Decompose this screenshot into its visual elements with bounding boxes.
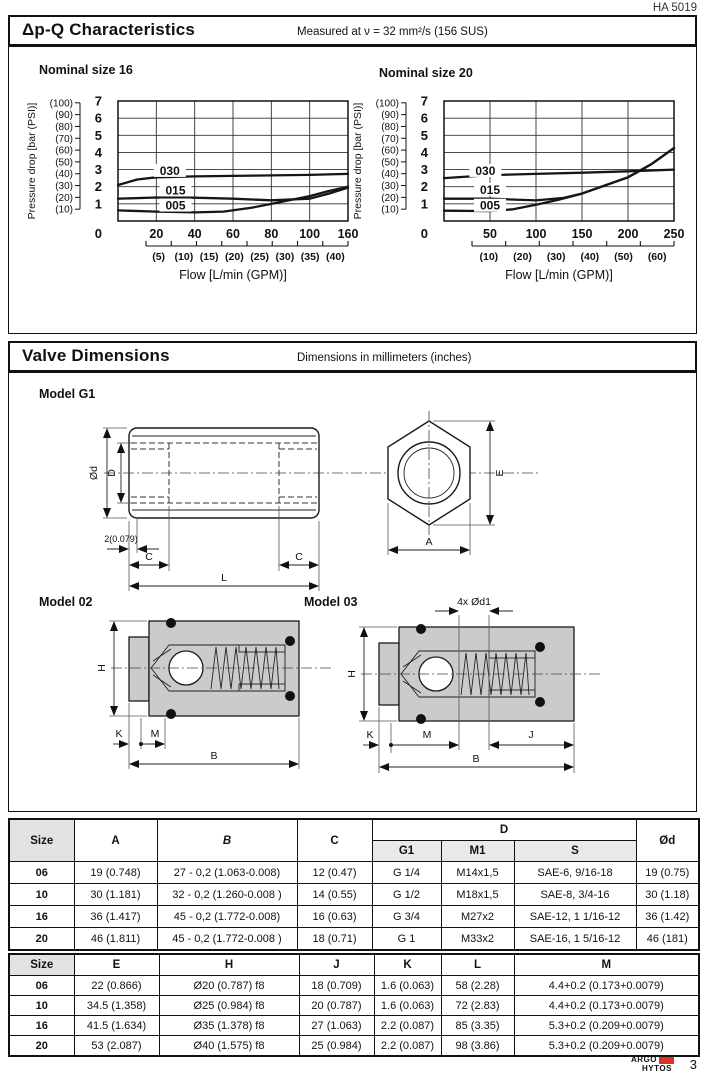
dimension-table-1	[8, 818, 700, 951]
table-row	[9, 1016, 699, 1036]
origin-label: 0	[94, 226, 102, 241]
value-cell: 4.4+0.2 (0.173+0.0079)	[514, 976, 699, 996]
gpm-tick-label: (60)	[647, 251, 667, 263]
model-03-title: Model 03	[304, 595, 358, 609]
col-header-size: Size	[9, 954, 74, 976]
size-cell: 10	[9, 996, 74, 1016]
model-g1-drawing	[79, 403, 559, 599]
col-header-s: S	[514, 841, 636, 862]
dim-label-j: J	[528, 729, 534, 741]
value-cell: 1.6 (0.063)	[374, 976, 441, 996]
value-cell: 58 (2.28)	[441, 976, 514, 996]
table-row	[9, 862, 699, 884]
col-header-a: A	[74, 819, 157, 862]
psi-tick-label: (100)	[375, 98, 399, 110]
x-tick-label: 50	[483, 227, 497, 241]
psi-tick-label: (20)	[381, 192, 399, 204]
gpm-tick-label: (10)	[479, 251, 499, 263]
charts-section-subtitle: Measured at ν = 32 mm²/s (156 SUS)	[297, 26, 488, 38]
col-header-size: Size	[9, 819, 74, 862]
value-cell: 2.2 (0.087)	[374, 1016, 441, 1036]
o-ring	[166, 709, 176, 719]
y-axis-label: Pressure drop [bar (PSI)]	[352, 102, 364, 220]
logo-hytos-text: HYTOS	[642, 1064, 672, 1073]
psi-tick-label: (50)	[55, 157, 73, 169]
dimensions-section-header	[8, 341, 697, 372]
y-tick-label: 1	[420, 196, 428, 212]
dimensions-section-title: Valve Dimensions	[22, 346, 170, 365]
size-cell: 06	[9, 976, 74, 996]
value-cell: 19 (0.748)	[74, 862, 157, 884]
psi-tick-label: (30)	[381, 181, 399, 193]
value-cell: 1.6 (0.063)	[374, 996, 441, 1016]
y-tick-label: 7	[420, 93, 428, 109]
psi-tick-label: (90)	[381, 110, 399, 122]
o-ring	[416, 624, 426, 634]
value-cell: 14 (0.55)	[297, 884, 372, 906]
value-cell: 41.5 (1.634)	[74, 1016, 159, 1036]
gpm-tick-label: (10)	[174, 251, 194, 263]
col-header-m1: M1	[441, 841, 514, 862]
value-cell: M27x2	[441, 906, 514, 928]
value-cell: SAE-12, 1 1/16-12	[514, 906, 636, 928]
value-cell: M18x1,5	[441, 884, 514, 906]
table-row	[9, 976, 699, 996]
value-cell: 98 (3.86)	[441, 1036, 514, 1057]
value-cell: 20 (0.787)	[299, 996, 374, 1016]
curve-label: 015	[479, 182, 501, 197]
model-03-drawing	[339, 595, 619, 791]
curve-label: 030	[159, 163, 180, 178]
col-header-e: E	[74, 954, 159, 976]
value-cell: 32 - 0,2 (1.260-0.008 )	[157, 884, 297, 906]
curve-label: 030	[475, 163, 496, 178]
dim-label-m: M	[150, 728, 160, 740]
value-cell: G 1	[372, 928, 441, 951]
size-cell: 16	[9, 1016, 74, 1036]
gpm-tick-label: (20)	[513, 251, 532, 263]
charts-section-header	[8, 15, 697, 46]
value-cell: 45 - 0,2 (1.772-0.008 )	[157, 928, 297, 951]
psi-tick-label: (40)	[381, 169, 399, 181]
model-02-drawing	[89, 611, 349, 791]
value-cell: Ø20 (0.787) f8	[159, 976, 299, 996]
drawings-panel	[8, 372, 697, 812]
y-tick-label: 1	[94, 196, 102, 212]
o-ring	[535, 642, 545, 652]
gpm-tick-label: (30)	[275, 251, 295, 263]
charts-panel	[8, 46, 697, 334]
curve-label: 005	[479, 198, 501, 213]
x-tick-label: 100	[299, 227, 321, 241]
chart-nominal-size-16	[23, 93, 358, 288]
value-cell: 45 - 0,2 (1.772-0.008)	[157, 906, 297, 928]
y-tick-label: 3	[94, 162, 102, 178]
x-tick-label: 250	[663, 227, 684, 241]
psi-tick-label: (70)	[55, 133, 73, 145]
dim-label-m: M	[422, 729, 432, 741]
y-tick-label: 3	[420, 162, 428, 178]
value-cell: 27 - 0,2 (1.063-0.008)	[157, 862, 297, 884]
x-tick-label: 100	[525, 227, 547, 241]
y-tick-label: 4	[94, 144, 102, 160]
doc-code: HA 5019	[652, 2, 697, 14]
col-header-d: D	[372, 819, 636, 841]
x-tick-label: 20	[149, 227, 164, 241]
chart-nominal-size-20	[349, 93, 684, 288]
model-02-title: Model 02	[39, 595, 93, 609]
dim-label-h: H	[96, 664, 108, 672]
page-number: 3	[689, 1057, 697, 1072]
gpm-tick-label: (30)	[546, 251, 566, 263]
y-tick-label: 2	[420, 179, 428, 195]
dim-label-b: B	[472, 753, 480, 765]
model-g1-title: Model G1	[39, 387, 96, 401]
value-cell: Ø25 (0.984) f8	[159, 996, 299, 1016]
col-header-c: C	[297, 819, 372, 862]
size-cell: 20	[9, 1036, 74, 1057]
value-cell: SAE-8, 3/4-16	[514, 884, 636, 906]
psi-tick-label: (80)	[381, 121, 399, 133]
y-tick-label: 5	[94, 127, 102, 143]
value-cell: Ø40 (1.575) f8	[159, 1036, 299, 1057]
dim-label-chamfer: 2(0.079)	[104, 534, 138, 544]
psi-tick-label: (60)	[381, 145, 399, 157]
dimensions-section-subtitle: Dimensions in millimeters (inches)	[297, 352, 472, 364]
value-cell: 16 (0.63)	[297, 906, 372, 928]
chart1-title: Nominal size 16	[39, 63, 133, 77]
gpm-tick-label: (50)	[614, 251, 633, 263]
value-cell: SAE-6, 9/16-18	[514, 862, 636, 884]
gpm-tick-label: (40)	[580, 251, 600, 263]
x-tick-label: 60	[226, 227, 240, 241]
col-header-g1: G1	[372, 841, 441, 862]
value-cell: 27 (1.063)	[299, 1016, 374, 1036]
dim-label-c-left: C	[145, 551, 153, 563]
x-tick-label: 160	[337, 227, 358, 241]
y-tick-label: 4	[420, 144, 428, 160]
g1-side-view	[104, 428, 541, 518]
chart2-title: Nominal size 20	[379, 66, 473, 80]
dim-label-b: B	[210, 750, 218, 762]
table-row	[9, 906, 699, 928]
gpm-tick-label: (5)	[152, 251, 166, 263]
psi-tick-label: (10)	[55, 204, 73, 216]
psi-tick-label: (10)	[381, 204, 399, 216]
value-cell: Ø35 (1.378) f8	[159, 1016, 299, 1036]
value-cell: M33x2	[441, 928, 514, 951]
logo-argo-text: ARGO	[631, 1055, 657, 1064]
value-cell: 18 (0.71)	[297, 928, 372, 951]
dim-label-c-right: C	[295, 551, 303, 563]
value-cell: 5.3+0.2 (0.209+0.0079)	[514, 1036, 699, 1057]
curve-label: 005	[165, 198, 186, 213]
dim-label-k: K	[115, 728, 123, 740]
o-ring	[285, 636, 295, 646]
psi-tick-label: (80)	[55, 121, 73, 133]
table-row	[9, 884, 699, 906]
y-tick-label: 5	[420, 127, 428, 143]
table-row	[9, 1036, 699, 1057]
value-cell: 5.3+0.2 (0.209+0.0079)	[514, 1016, 699, 1036]
value-cell: 2.2 (0.087)	[374, 1036, 441, 1057]
dim-label-e: E	[494, 469, 506, 477]
value-cell: 85 (3.35)	[441, 1016, 514, 1036]
table-row	[9, 928, 699, 951]
x-tick-label: 40	[187, 227, 202, 241]
y-tick-label: 2	[94, 179, 102, 195]
value-cell: 46 (181)	[636, 928, 699, 951]
origin-label: 0	[420, 226, 428, 241]
value-cell: 18 (0.709)	[299, 976, 374, 996]
gpm-tick-label: (25)	[250, 251, 269, 263]
size-cell: 20	[9, 928, 74, 951]
size-cell: 16	[9, 906, 74, 928]
psi-tick-label: (100)	[49, 98, 73, 110]
dim-label-h: H	[346, 670, 358, 678]
size-cell: 06	[9, 862, 74, 884]
value-cell: 30 (1.18)	[636, 884, 699, 906]
dim-label-od: Ød	[88, 465, 100, 481]
col-header-m: M	[514, 954, 699, 976]
value-cell: 53 (2.087)	[74, 1036, 159, 1057]
value-cell: 36 (1.42)	[636, 906, 699, 928]
psi-tick-label: (20)	[55, 192, 73, 204]
table-row	[9, 996, 699, 1016]
col-header-od: Ød	[636, 819, 699, 862]
charts-section-title: Δp-Q Characteristics	[22, 20, 196, 39]
psi-tick-label: (30)	[55, 181, 73, 193]
x-tick-label: 80	[264, 227, 279, 241]
o-ring	[535, 697, 545, 707]
size-cell: 10	[9, 884, 74, 906]
x-axis-label: Flow [L/min (GPM)]	[179, 268, 287, 282]
y-tick-label: 6	[94, 110, 102, 126]
col-header-b: B	[157, 819, 297, 862]
dim-label-k: K	[366, 729, 374, 741]
o-ring	[166, 618, 176, 628]
gpm-tick-label: (35)	[300, 251, 320, 263]
dimension-table-2	[8, 953, 700, 1057]
dim-label-a: A	[425, 536, 433, 548]
value-cell: 46 (1.811)	[74, 928, 157, 951]
y-axis-label: Pressure drop [bar (PSI)]	[26, 102, 38, 220]
m02-body	[111, 618, 331, 719]
value-cell: 22 (0.866)	[74, 976, 159, 996]
x-tick-label: 150	[571, 227, 593, 241]
psi-tick-label: (90)	[55, 110, 73, 122]
dim-label-l: L	[221, 572, 227, 584]
col-header-k: K	[374, 954, 441, 976]
value-cell: M14x1,5	[441, 862, 514, 884]
y-tick-label: 6	[420, 110, 428, 126]
col-header-h: H	[159, 954, 299, 976]
value-cell: 34.5 (1.358)	[74, 996, 159, 1016]
value-cell: 30 (1.181)	[74, 884, 157, 906]
value-cell: 25 (0.984)	[299, 1036, 374, 1057]
value-cell: 4.4+0.2 (0.173+0.0079)	[514, 996, 699, 1016]
gpm-tick-label: (20)	[225, 251, 244, 263]
gpm-tick-label: (15)	[199, 251, 219, 263]
value-cell: G 1/4	[372, 862, 441, 884]
psi-tick-label: (40)	[55, 169, 73, 181]
logo-red-block	[659, 1057, 674, 1064]
value-cell: G 3/4	[372, 906, 441, 928]
g1-end-view	[388, 411, 506, 555]
dim-label-d: D	[106, 469, 118, 477]
value-cell: 72 (2.83)	[441, 996, 514, 1016]
x-tick-label: 200	[617, 227, 639, 241]
psi-tick-label: (70)	[381, 133, 399, 145]
value-cell: 12 (0.47)	[297, 862, 372, 884]
o-ring	[416, 714, 426, 724]
argo-hytos-logo	[631, 1056, 675, 1073]
value-cell: G 1/2	[372, 884, 441, 906]
y-tick-label: 7	[94, 93, 102, 109]
col-header-l: L	[441, 954, 514, 976]
curve-label: 015	[165, 183, 186, 198]
x-axis-label: Flow [L/min (GPM)]	[505, 268, 613, 282]
dim-label-holes: 4x Ød1	[457, 596, 491, 608]
col-header-j: J	[299, 954, 374, 976]
psi-tick-label: (60)	[55, 145, 73, 157]
o-ring	[285, 691, 295, 701]
value-cell: 19 (0.75)	[636, 862, 699, 884]
value-cell: SAE-16, 1 5/16-12	[514, 928, 636, 951]
psi-tick-label: (50)	[381, 157, 399, 169]
value-cell: 36 (1.417)	[74, 906, 157, 928]
m03-body	[361, 615, 601, 750]
gpm-tick-label: (40)	[326, 251, 345, 263]
